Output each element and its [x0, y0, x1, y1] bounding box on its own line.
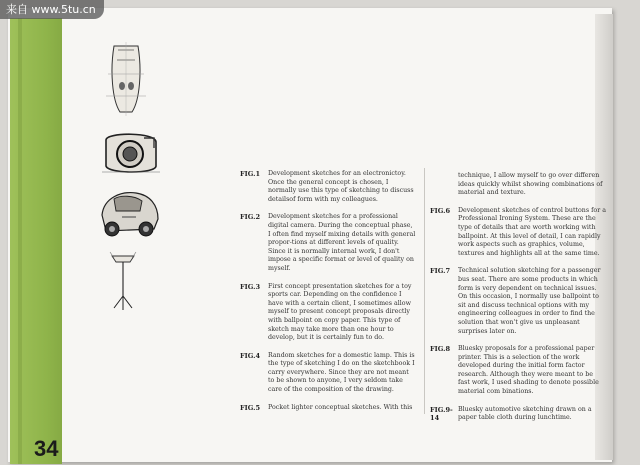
- fig-label: FIG.7: [430, 267, 451, 276]
- electronictoy-sketch-icon: [100, 40, 152, 118]
- green-band-edge: [18, 18, 22, 464]
- fig-label: FIG.8: [430, 345, 451, 354]
- fig-text: Development sketches for a professional digital camera. During the conceptual phase, I often find myself mixing details with general propor-tions at different levels of quality. Since it is normally internal work, I don't impose a specific format or level of quality on myself.: [268, 213, 416, 272]
- fig-text: Random sketches for a domestic lamp. This is the type of sketching I do on the sketchbook I carry everywhere. Since they are not meant to be shown to anyone, I very seldom take care of the composition of the drawing.: [268, 351, 415, 394]
- fig-text: Bluesky automotive sketching drawn on a paper table cloth during lunchtime.: [458, 405, 592, 422]
- fig-label: FIG.4: [240, 351, 261, 360]
- caption-fig-3: [240, 283, 416, 343]
- caption-column-left: [240, 170, 416, 421]
- caption-fig-5: [240, 404, 416, 413]
- fig-label: FIG.2: [240, 213, 261, 222]
- fig-label: FIG.5: [240, 403, 261, 412]
- fig-label: FIG.1: [240, 170, 261, 178]
- watermark-badge: 来自 www.5tu.cn: [0, 0, 104, 19]
- caption-fig-8: [430, 345, 606, 397]
- toy-car-sketch-icon: [96, 185, 162, 241]
- caption-column-right: [430, 172, 606, 432]
- caption-fig-2: [240, 213, 416, 273]
- camera-sketch-icon: [100, 128, 162, 178]
- fig-5-continuation: technique, I allow myself to go over differen ideas quickly whilst showing combinations of material and texture.: [458, 172, 603, 197]
- fig-text: Pocket lighter conceptual sketches. With this: [268, 403, 413, 411]
- lamp-sketch-icon: [106, 248, 140, 312]
- fig-text: Bluesky proposals for a professional paper printer. This is a selection of the work developed during the initial form factor research. Although they were meant to be fast work, I used shading to denote possible material com binations.: [458, 345, 599, 396]
- caption-fig-1: [240, 170, 416, 204]
- fig-label: FIG.6: [430, 206, 451, 215]
- caption-fig-6: [430, 207, 606, 259]
- fig-text: Technical solution sketching for a passenger bus seat. There are some products in which form is very dependent on technical issues. On this occasion, I normally use ballpoint to sit and discuss technical options with my engineering colleagues in order to find the solution that won't give us unpleasant surprises later on.: [458, 267, 601, 335]
- fig-text: First concept presentation sketches for a toy sports car. Depending on the confidence I have with a certain client, I sometimes allow myself to present concept proposals directly with ballpoint on copy paper. This type of sketch may take more than one hour to develop, but it is certainly fun to do.: [268, 282, 412, 342]
- caption-fig-9-14: [430, 406, 606, 423]
- page-number: 34: [34, 436, 59, 461]
- fig-text: Development sketches for an electronictoy. Once the general concept is chosen, I normally use this type of sketching to discuss detailsof form with my colleagues.: [268, 170, 414, 203]
- column-divider: [424, 168, 425, 414]
- fig-label: FIG.9-14: [430, 405, 453, 423]
- fig-label: FIG.3: [240, 282, 261, 291]
- fig-text: Development sketches of control buttons for a Professional Ironing System. These are the type of details that are worth working with ballpoint. At this level of detail, I can rapidly work aspects such as graphics, volume, textures and highlights all at the same time.: [458, 206, 606, 257]
- caption-fig-4: [240, 352, 416, 395]
- caption-fig-7: [430, 267, 606, 336]
